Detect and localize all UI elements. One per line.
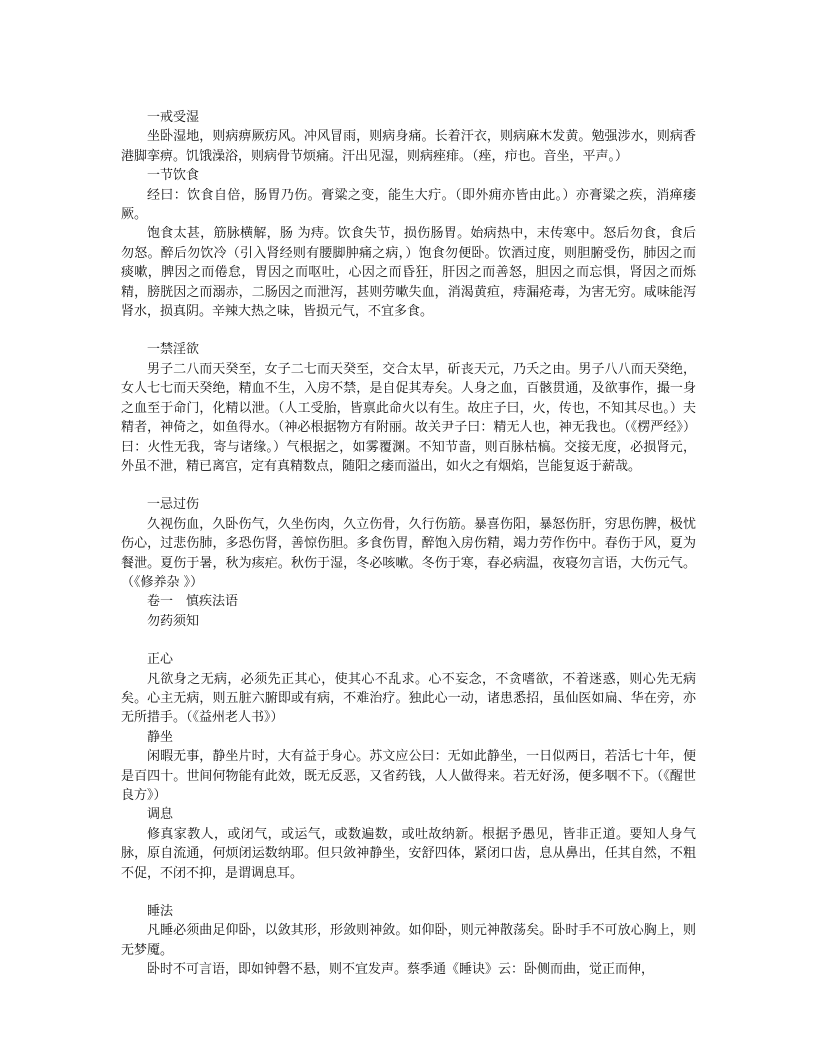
section-title-desire: 一禁淫欲 [147,342,200,358]
section-title-sitting: 静坐 [147,729,174,745]
paragraph-overstrain: 久视伤血，久卧伤气，久坐伤肉，久立伤骨，久行伤筋。暴喜伤阳，暴怒伤肝，穷思伤脾，极忧伤心，过悲伤肺，多恐伤肾，善惊伤胆。多食伤胃，醉饱入房伤精，竭力劳作伤中。春伤于风，夏为餐泄。夏伤于暑，秋为痎疟。秋伤于湿，冬必咳嗽。冬伤于寒，春必病温，夜寝勿言语，大伤元气。（《修养杂 》） [121,516,696,590]
paragraph-diet-2: 饱食太甚，筋脉横解，肠 为痔。饮食失节，损伤肠胃。始病热中，末传寒中。怒后勿食，食后勿怒。醉后勿饮冷（引入肾经则有腰脚肿痛之病，）饱食勿便卧。饮酒过度，则胆腑受伤，肺因之而痰嗽，脾因之而倦怠，胃因之而呕吐，心因之而昏狂，肝因之而善怒，胆因之而忘惧，肾因之而烁精，膀胱因之而溺赤，二肠因之而泄泻，甚则劳嗽失血，消渴黄疸，痔漏疮毒，为害无穷。咸味能泻肾水，损真阴。辛辣大热之味，皆损元气，不宜多食。 [121,226,696,320]
section-title-overstrain: 一忌过伤 [147,497,200,513]
paragraph-sleep-2: 卧时不可言语，即如钟磬不悬，则不宜发声。蔡季通《睡诀》云：卧侧而曲，觉正而伸， [147,962,655,978]
paragraph-sleep-1: 凡睡必须曲足仰卧，以敛其形，形敛则神敛。如仰卧，则元神散荡矣。卧时手不可放心胸上，则无梦魇。 [121,923,696,958]
volume-title: 卷一 慎疾法语 [147,594,239,610]
paragraph-dampness: 坐卧湿地，则病痹厥疠风。冲风冒雨，则病身痛。长着汗衣，则病麻木发黄。勉强涉水，则病香港脚挛痹。饥饿澡浴，则病骨节烦痛。汗出见湿，则病痤痱。（痤，疖也。音坐，平声。） [121,129,696,164]
section-title-mind: 正心 [147,652,174,668]
spacer [121,883,696,902]
spacer [121,476,696,495]
paragraph-diet-1: 经曰：饮食自倍，肠胃乃伤。膏粱之变，能生大疔。（即外痈亦皆由此。）亦膏粱之疾，消瘅痿厥。 [121,187,696,223]
paragraph-sitting: 闲暇无事，静坐片时，大有益于身心。苏文应公曰：无如此静坐，一日似两日，若活七十年，便是百四十。世间何物能有此效，既无反恶，又省药钱，人人做得来。若无好汤，便多咽不下。（《醒世良方》） [121,749,696,803]
spacer [121,631,696,650]
section-title-diet: 一节饮食 [147,168,200,184]
spacer [121,321,696,340]
paragraph-breath: 修真家教人，或闭气，或运气，或数遍数，或吐故纳新。根据予愚见，皆非正道。要知人身气脉，原自流通，何烦闭运数纳耶。但只敛神静坐，安舒四体，紧闭口齿，息从鼻出，任其自然，不粗不促，不闭不抑，是谓调息耳。 [121,826,696,881]
section-title-sleep: 睡法 [147,904,174,920]
volume-subtitle: 勿药须知 [147,613,200,629]
document-page [121,108,696,980]
paragraph-mind: 凡欲身之无病，必须先正其心，使其心不乱求。心不妄念，不贪嗜欲，不着迷惑，则心先无病矣。心主无病，则五脏六腑即或有病，不难治疗。独此心一动，诸患悉招，虽仙医如扁、华在旁，亦无所措手。（《益州老人书》） [121,671,696,726]
section-title-breath: 调息 [147,807,174,823]
section-title-dampness: 一戒受湿 [147,110,200,125]
paragraph-desire: 男子二八而天癸至，女子二七而天癸至，交合太早，斫丧天元，乃夭之由。男子八八而天癸绝，女人七七而天癸绝，精血不生，入房不禁，是自促其寿矣。人身之血，百骸贯通，及欲事作，撮一身之血至于命门，化精以泄。（人工受胎，皆禀此命火以有生。故庄子曰，火，传也，不知其尽也。）夫精者，神倚之，如鱼得水。（神必根据物方有附丽。故关尹子曰：精无人也，神无我也。（《楞严经》）曰：火性无我，寄与诸缘。）气根据之，如雾覆渊。不知节啬，则百脉枯槁。交接无度，必损肾元，外虽不泄，精已离宫，定有真精数点，随阳之痿而溢出，如火之有烟焰，岂能复返于薪哉。 [121,361,696,474]
